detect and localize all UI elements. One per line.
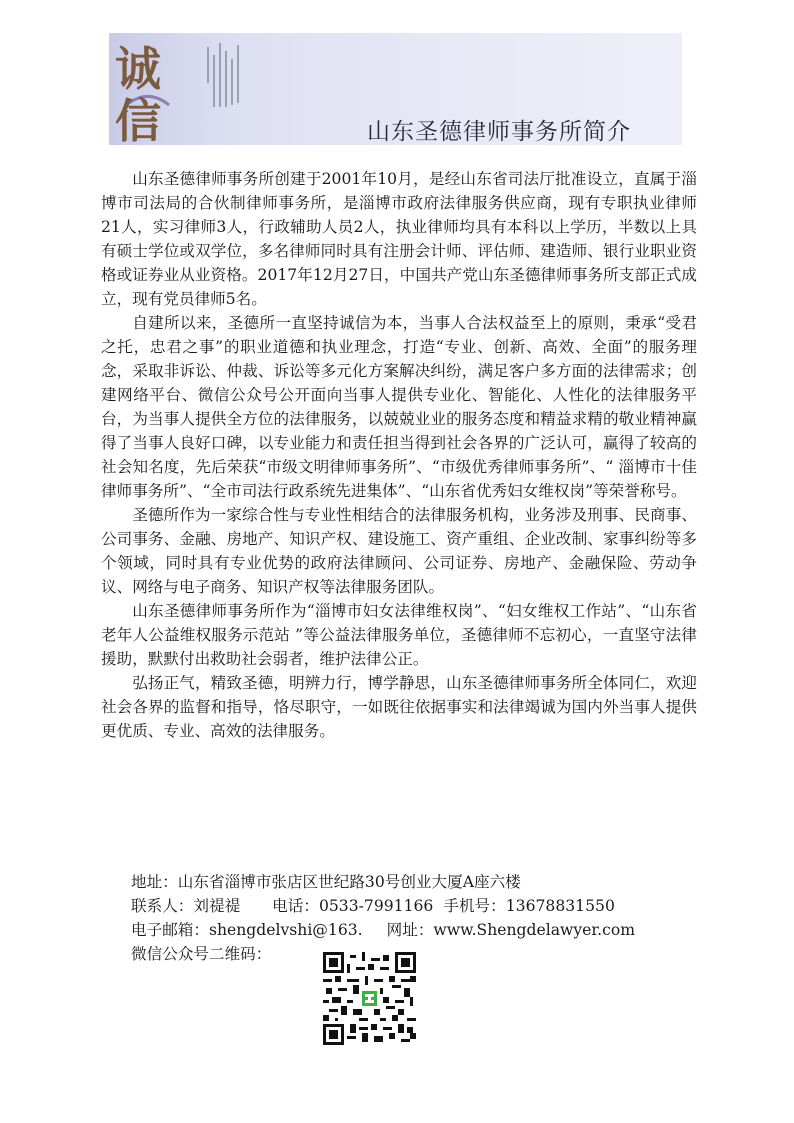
phone-row <box>131 894 721 918</box>
intro-body <box>101 167 697 743</box>
calligraphy-logo <box>109 33 249 145</box>
paragraph-founding: 山东圣德律师事务所创建于2001年10月，是经山东省司法厅批准设立，直属于淄博市司法局的合伙制律师事务所，是淄博市政府法律服务供应商，现有专职执业律师21人，实习律师3人，行政辅助人员2人，执业律师均具有本科以上学历，半数以上具有硕士学位或双学位，多名律师同时具有注册会计师、评估师、建造师、银行业职业资格或证券业从业资格。2017年12月27日，中国共产党山东圣德律师事务所支部正式成立，现有党员律师5名。 <box>101 170 697 308</box>
paragraph-public-welfare: 山东圣德律师事务所作为“淄博市妇女法律维权岗”、“妇女维权工作站”、“山东省老年人公益维权服务示范站 ”等公益法律服务单位，圣德律师不忘初心，一直坚守法律援助，默默付出救助社会弱者，维护法律公正。 <box>101 602 697 668</box>
qr-code-icon[interactable] <box>323 952 416 1045</box>
svg-text:诚: 诚 <box>115 42 161 96</box>
email-text[interactable]: 电子邮箱：shengdelvshi@163. <box>131 921 363 939</box>
contact-block <box>131 870 721 966</box>
paragraph-services: 圣德所作为一家综合性与专业性相结合的法律服务机构，业务涉及刑事、民商事、公司事务、金融、房地产、知识产权、建设施工、资产重组、企业改制、家事纠纷等多个领域，同时具有专业优势的政府法律顾问、公司证券、房地产、金融保险、劳动争议、网络与电子商务、知识产权等法律服务团队。 <box>101 506 697 596</box>
svg-text:信: 信 <box>115 94 161 145</box>
paragraph-closing: 弘扬正气，精致圣德，明辨力行，博学静思，山东圣德律师事务所全体同仁，欢迎社会各界的监督和指导，恪尽职守，一如既往依据事实和法律竭诚为国内外当事人提供更优质、专业、高效的法律服务。 <box>101 674 697 740</box>
website-link[interactable]: 网址：www.Shengdelawyer.com <box>386 921 636 939</box>
header-banner <box>109 33 682 145</box>
email-row <box>131 918 721 942</box>
address-row <box>131 870 721 894</box>
banner-title: 山东圣德律师事务所简介 <box>367 119 631 145</box>
mobile-number[interactable]: 手机号：13678831550 <box>443 897 615 915</box>
wechat-label: 微信公众号二维码： <box>131 945 272 963</box>
contact-person: 联系人：刘禔禔 <box>131 897 241 915</box>
address-text: 地址：山东省淄博市张店区世纪路30号创业大厦A座六楼 <box>131 873 521 891</box>
phone-number[interactable]: 电话：0533-7991166 <box>272 897 434 915</box>
paragraph-philosophy: 自建所以来，圣德所一直坚持诚信为本，当事人合法权益至上的原则，秉承“受君之托，忠君之事”的职业道德和执业理念，打造“专业、创新、高效、全面”的服务理念，采取非诉讼、仲裁、诉讼等多元化方案解决纠纷，满足客户多方面的法律需求；创建网络平台、微信公众号公开面向当事人提供专业化、智能化、人性化的法律服务平台，为当事人提供全方位的法律服务，以兢兢业业的服务态度和精益求精的敬业精神赢得了当事人良好口碑，以专业能力和责任担当得到社会各界的广泛认可，赢得了较高的社会知名度，先后荣获“市级文明律师事务所”、“市级优秀律师事务所”、“ 淄博市十佳律师事务所”、“全市司法行政系统先进集体”、“山东省优秀妇女维权岗”等荣誉称号。 <box>101 314 697 500</box>
wechat-row <box>131 942 721 966</box>
